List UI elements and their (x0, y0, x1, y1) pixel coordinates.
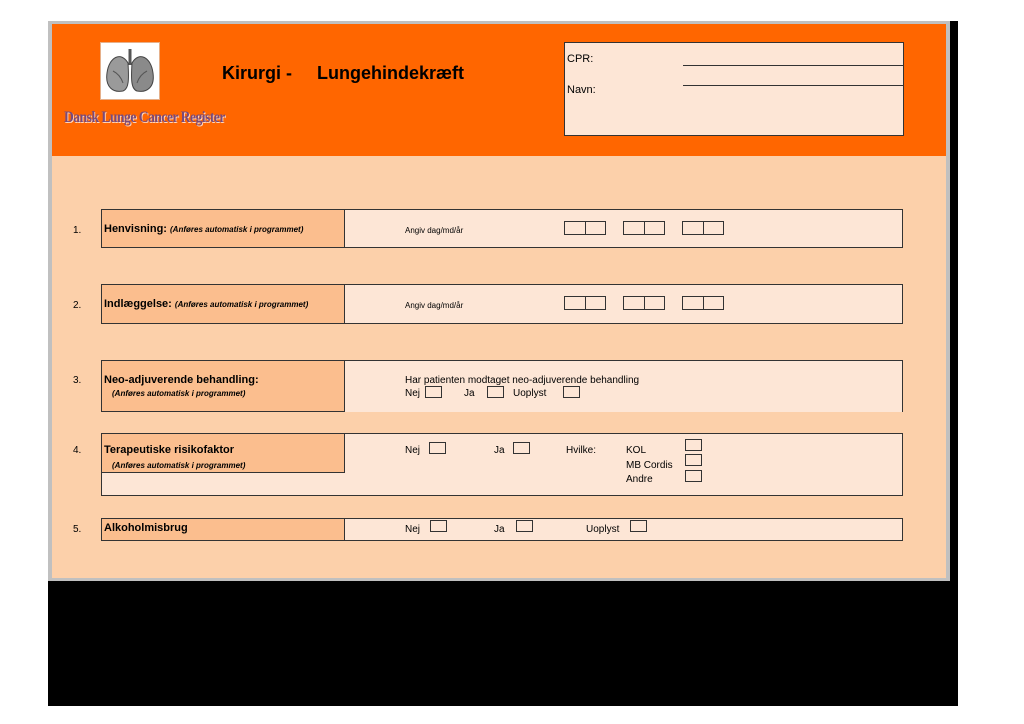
section-3-label: Neo-adjuverende behandling: (104, 374, 259, 386)
patient-id-box (564, 42, 904, 136)
section-2-number: 2. (73, 300, 82, 311)
section-1-label: Henvisning: (Anføres automatisk i programmet) (104, 223, 304, 235)
section-3-ja-label: Ja (464, 388, 475, 399)
navn-label: Navn: (567, 84, 596, 96)
section-4-kol-checkbox[interactable] (685, 439, 702, 451)
section-3-label-cell (101, 360, 345, 412)
section-1-day-field[interactable] (564, 221, 606, 235)
section-2-date-hint: Angiv dag/md/år (405, 301, 464, 310)
section-1-month-field[interactable] (623, 221, 665, 235)
section-2-month-field[interactable] (623, 296, 665, 310)
section-4-ja-label: Ja (494, 445, 505, 456)
section-1-date-hint: Angiv dag/md/år (405, 226, 464, 235)
section-3-nej-checkbox[interactable] (425, 386, 442, 398)
section-3-number: 3. (73, 375, 82, 386)
section-4-kol-label: KOL (626, 445, 647, 456)
page-title-part2: Lungehindekræft (317, 63, 464, 83)
section-5-uoplyst-label: Uoplyst (586, 524, 620, 535)
section-1-number: 1. (73, 225, 82, 236)
navn-field[interactable] (683, 85, 903, 86)
section-4-andre-checkbox[interactable] (685, 470, 702, 482)
section-3-uoplyst-checkbox[interactable] (563, 386, 580, 398)
cpr-field[interactable] (683, 65, 903, 66)
section-4-ja-checkbox[interactable] (513, 442, 530, 454)
section-4-number: 4. (73, 445, 82, 456)
section-5-label: Alkoholmisbrug (104, 522, 188, 534)
section-3-nej-label: Nej (405, 388, 421, 399)
section-4-mb-cordis-checkbox[interactable] (685, 454, 702, 466)
section-2-label: Indlæggelse: (Anføres automatisk i programmet) (104, 298, 309, 310)
section-4-nej-label: Nej (405, 445, 421, 456)
section-5-ja-checkbox[interactable] (516, 520, 533, 532)
page-shadow-bottom (48, 581, 958, 706)
cpr-label: CPR: (567, 53, 594, 65)
section-5-nej-label: Nej (405, 524, 421, 535)
section-4-andre-label: Andre (626, 474, 653, 485)
page-title-part1: Kirurgi - (222, 63, 292, 83)
section-3-uoplyst-label: Uoplyst (513, 388, 547, 399)
section-4-mb-cordis-label: MB Cordis (626, 460, 673, 471)
section-3-ja-checkbox[interactable] (487, 386, 504, 398)
section-2-day-field[interactable] (564, 296, 606, 310)
section-4-label: Terapeutiske risikofaktor (104, 444, 235, 456)
section-4-hvilke-label: Hvilke: (566, 445, 597, 456)
section-5-ja-label: Ja (494, 524, 505, 535)
section-5-nej-checkbox[interactable] (430, 520, 447, 532)
logo-text: Dansk Lunge Cancer Register (64, 109, 225, 126)
lung-logo-image (100, 42, 160, 100)
section-1-year-field[interactable] (682, 221, 724, 235)
section-4-sublabel: (Anføres automatisk i programmet) (112, 461, 246, 470)
section-5-uoplyst-checkbox[interactable] (630, 520, 647, 532)
section-4-nej-checkbox[interactable] (429, 442, 446, 454)
section-5-number: 5. (73, 524, 82, 535)
section-2-year-field[interactable] (682, 296, 724, 310)
section-3-sublabel: (Anføres automatisk i programmet) (112, 389, 246, 398)
section-3-question: Har patienten modtaget neo-adjuverende behandling (405, 375, 640, 386)
